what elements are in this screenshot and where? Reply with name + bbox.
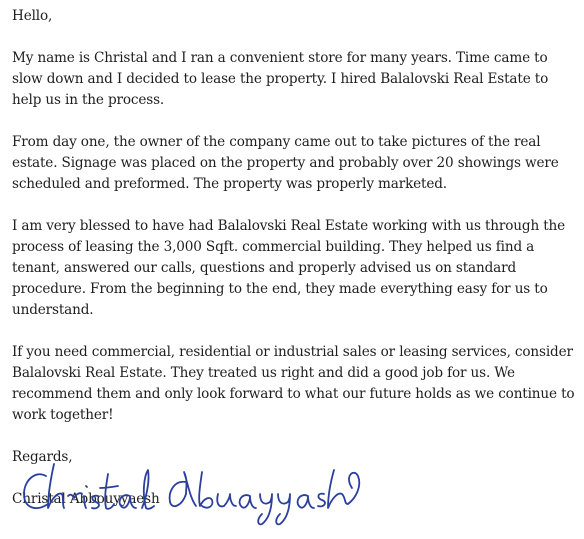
signature-stroke [100, 486, 118, 488]
signature-stroke [217, 494, 236, 506]
signature-stroke [318, 494, 325, 507]
signature-stroke [276, 494, 290, 524]
signature-stroke [240, 495, 256, 508]
letter-closing: Regards, [12, 449, 73, 465]
signature-stroke [142, 470, 154, 509]
signature-stroke [92, 496, 99, 509]
signature-stroke [298, 495, 314, 508]
signature-stroke [105, 474, 114, 509]
letter-body [12, 6, 578, 510]
signature-stroke [120, 495, 136, 508]
signature-stroke [84, 496, 86, 508]
paragraph-recommendation: If you need commercial, residential or industrial sales or leasing services, consider Balalovski Real Estate. They treated us right and did a good job for us. We recommend them and only look forward to what our future holds as we continue to work together! [12, 344, 575, 423]
signature-stroke [170, 472, 196, 506]
signature-stroke [328, 470, 359, 508]
paragraph-intro: My name is Christal and I ran a convenient store for many years. Time came to slow down and I decided to lease the property. I hired Balalovski Real Estate to help us in the process. [12, 50, 549, 108]
signature-stroke [68, 493, 82, 498]
letter-greeting: Hello, [12, 8, 53, 24]
signature-stroke [258, 494, 272, 524]
signature-stroke [48, 464, 64, 508]
paragraph-marketing: From day one, the owner of the company came out to take pictures of the real estate. Signage was placed on the property and probably over 20 showings were scheduled and preformed. The property was properly marketed. [12, 134, 559, 192]
paragraph-leasing: I am very blessed to have had Balalovski Real Estate working with us through the process of leasing the 3,000 Sqft. commercial building. They helped us find a tenant, answered our calls, questions and properly advised us on standard procedure. From the beginning to the end, they made everything easy for us to understand. [12, 218, 566, 318]
handwritten-signature [18, 458, 378, 528]
signature-stroke [199, 472, 212, 508]
signature-stroke [24, 474, 48, 508]
signer-name: Christal Abbouyyaesh [12, 491, 160, 507]
signature-stroke [86, 486, 87, 487]
